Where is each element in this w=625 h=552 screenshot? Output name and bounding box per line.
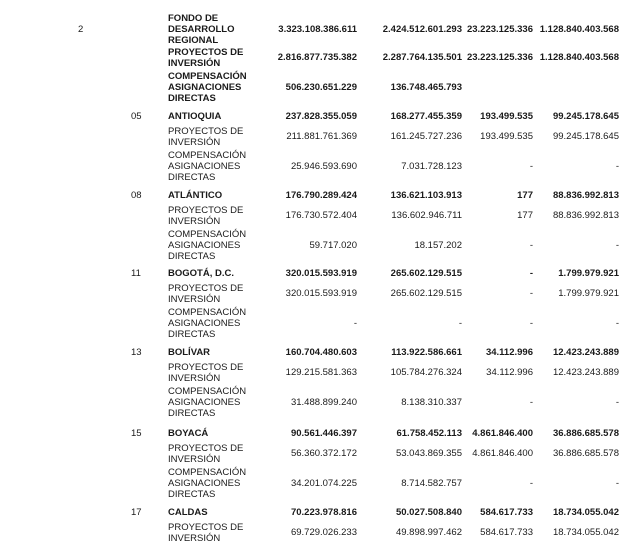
proyectos-label-line: INVERSIÓN	[168, 294, 221, 305]
department-total-col2: 136.621.103.913	[390, 190, 462, 201]
department-total-col4: 12.423.243.889	[552, 347, 619, 358]
compensacion-label-line: ASIGNACIONES	[168, 478, 241, 489]
proyectos-value-col1: 320.015.593.919	[285, 288, 357, 299]
proyectos-value-col2: 49.898.997.462	[395, 527, 462, 538]
compensacion-value-col3: -	[529, 397, 533, 408]
compensacion-label-line: COMPENSACIÓN	[168, 229, 247, 240]
proyectos-value-col4: 1.799.979.921	[558, 288, 619, 299]
section-total-col3: 23.223.125.336	[466, 24, 533, 35]
department-total-col2: 168.277.455.359	[390, 111, 462, 122]
compensacion-value-col3: -	[529, 161, 533, 172]
proyectos-value-col2: 136.602.946.711	[391, 210, 462, 221]
section-total-col1: 3.323.108.386.611	[278, 24, 357, 35]
department-name: BOGOTÁ, D.C.	[168, 268, 234, 279]
department-name: BOLÍVAR	[168, 347, 211, 358]
compensacion-label-line: DIRECTAS	[168, 489, 216, 500]
compensacion-value-col3: -	[529, 478, 533, 489]
section-proyectos-label-line: INVERSIÓN	[168, 58, 221, 69]
proyectos-value-col4: 36.886.685.578	[552, 448, 619, 459]
proyectos-value-col2: 53.043.869.355	[395, 448, 462, 459]
compensacion-value-col1: 59.717.020	[309, 240, 357, 251]
proyectos-value-col4: 99.245.178.645	[552, 131, 619, 142]
compensacion-value-col3: -	[529, 240, 533, 251]
compensacion-label-line: ASIGNACIONES	[168, 240, 241, 251]
department-total-col2: 113.922.586.661	[391, 347, 462, 358]
proyectos-value-col4: 18.734.055.042	[552, 527, 619, 538]
proyectos-value-col2: 265.602.129.515	[390, 288, 462, 299]
department-total-col4: 1.799.979.921	[558, 268, 619, 279]
department-total-col4: 99.245.178.645	[552, 111, 619, 122]
department-total-col1: 90.561.446.397	[290, 428, 357, 439]
section-proyectos-label-line: PROYECTOS DE	[168, 47, 244, 58]
proyectos-value-col3: 177	[517, 210, 533, 221]
proyectos-value-col2: 161.245.727.236	[390, 131, 462, 142]
department-total-col4: 36.886.685.578	[552, 428, 619, 439]
proyectos-label-line: PROYECTOS DE	[168, 205, 244, 216]
department-total-col3: -	[529, 268, 533, 279]
department-name: ANTIOQUIA	[168, 111, 222, 122]
proyectos-label-line: PROYECTOS DE	[168, 443, 244, 454]
department-total-col1: 176.790.289.424	[285, 190, 357, 201]
section-compensacion-label-line: DIRECTAS	[168, 93, 216, 104]
department-code: 17	[131, 507, 142, 518]
section-proyectos-value-col2: 2.287.764.135.501	[382, 52, 462, 63]
department-code: 05	[131, 111, 142, 122]
compensacion-label-line: ASIGNACIONES	[168, 318, 241, 329]
compensacion-value-col2: 7.031.728.123	[401, 161, 462, 172]
department-code: 15	[131, 428, 142, 439]
section-title-line: REGIONAL	[168, 35, 219, 46]
department-code: 08	[131, 190, 142, 201]
section-proyectos-value-col1: 2.816.877.735.382	[277, 52, 357, 63]
compensacion-value-col2: 8.714.582.757	[401, 478, 462, 489]
proyectos-value-col1: 211.881.761.369	[286, 131, 357, 142]
proyectos-label-line: INVERSIÓN	[168, 454, 221, 465]
compensacion-value-col2: -	[458, 318, 462, 329]
department-total-col2: 265.602.129.515	[390, 268, 462, 279]
compensacion-value-col3: -	[529, 318, 533, 329]
department-name: BOYACÁ	[168, 428, 209, 439]
proyectos-value-col1: 129.215.581.363	[285, 367, 357, 378]
department-total-col3: 193.499.535	[480, 111, 533, 122]
compensacion-label-line: COMPENSACIÓN	[168, 467, 247, 478]
department-name: ATLÁNTICO	[168, 190, 223, 201]
proyectos-value-col1: 69.729.026.233	[290, 527, 357, 538]
proyectos-value-col2: 105.784.276.324	[390, 367, 462, 378]
compensacion-value-col4: -	[615, 161, 619, 172]
department-code: 13	[131, 347, 142, 358]
section-title-line: DESARROLLO	[168, 24, 235, 35]
department-total-col3: 4.861.846.400	[472, 428, 533, 439]
compensacion-value-col1: 34.201.074.225	[290, 478, 357, 489]
section-compensacion-label-line: COMPENSACIÓN	[168, 71, 247, 82]
department-total-col3: 34.112.996	[485, 347, 533, 358]
proyectos-value-col3: 584.617.733	[480, 527, 533, 538]
compensacion-value-col1: 25.946.593.690	[290, 161, 357, 172]
section-number: 2	[78, 24, 84, 35]
compensacion-value-col4: -	[615, 318, 619, 329]
department-total-col1: 237.828.355.059	[285, 111, 357, 122]
section-compensacion-value-col1: 506.230.651.229	[285, 82, 357, 93]
proyectos-value-col3: 193.499.535	[480, 131, 533, 142]
department-total-col1: 160.704.480.603	[285, 347, 357, 358]
department-total-col4: 18.734.055.042	[552, 507, 619, 518]
compensacion-label-line: ASIGNACIONES	[168, 161, 241, 172]
section-proyectos-value-col3: 23.223.125.336	[466, 52, 533, 63]
compensacion-value-col1: -	[353, 318, 357, 329]
compensacion-label-line: DIRECTAS	[168, 329, 216, 340]
compensacion-value-col2: 18.157.202	[414, 240, 462, 251]
proyectos-value-col3: -	[529, 288, 533, 299]
proyectos-label-line: INVERSIÓN	[168, 137, 221, 148]
department-total-col1: 320.015.593.919	[285, 268, 357, 279]
department-total-col3: 177	[517, 190, 533, 201]
compensacion-value-col4: -	[615, 478, 619, 489]
section-total-col4: 1.128.840.403.568	[539, 24, 619, 35]
compensacion-label-line: DIRECTAS	[168, 408, 216, 419]
proyectos-label-line: INVERSIÓN	[168, 216, 221, 227]
proyectos-value-col4: 88.836.992.813	[552, 210, 619, 221]
department-total-col3: 584.617.733	[480, 507, 533, 518]
proyectos-label-line: INVERSIÓN	[168, 533, 221, 544]
proyectos-value-col3: 34.112.996	[486, 367, 533, 378]
proyectos-label-line: INVERSIÓN	[168, 373, 221, 384]
section-compensacion-label-line: ASIGNACIONES	[168, 82, 242, 93]
compensacion-label-line: DIRECTAS	[168, 251, 216, 262]
department-code: 11	[131, 268, 141, 279]
compensacion-value-col1: 31.488.899.240	[290, 397, 357, 408]
department-total-col1: 70.223.978.816	[290, 507, 357, 518]
proyectos-value-col4: 12.423.243.889	[552, 367, 619, 378]
section-title-line: FONDO DE	[168, 13, 219, 24]
proyectos-label-line: PROYECTOS DE	[168, 362, 244, 373]
compensacion-value-col2: 8.138.310.337	[401, 397, 462, 408]
department-name: CALDAS	[168, 507, 208, 518]
compensacion-label-line: COMPENSACIÓN	[168, 307, 247, 318]
department-total-col2: 50.027.508.840	[395, 507, 462, 518]
compensacion-label-line: ASIGNACIONES	[168, 397, 241, 408]
compensacion-label-line: DIRECTAS	[168, 172, 216, 183]
proyectos-label-line: PROYECTOS DE	[168, 283, 244, 294]
compensacion-label-line: COMPENSACIÓN	[168, 150, 247, 161]
compensacion-value-col4: -	[615, 240, 619, 251]
section-total-col2: 2.424.512.601.293	[382, 24, 462, 35]
proyectos-label-line: PROYECTOS DE	[168, 126, 244, 137]
proyectos-value-col1: 176.730.572.404	[285, 210, 357, 221]
section-compensacion-value-col2: 136.748.465.793	[390, 82, 462, 93]
proyectos-value-col1: 56.360.372.172	[290, 448, 357, 459]
compensacion-value-col4: -	[615, 397, 619, 408]
section-proyectos-value-col4: 1.128.840.403.568	[539, 52, 619, 63]
proyectos-value-col3: 4.861.846.400	[472, 448, 533, 459]
compensacion-label-line: COMPENSACIÓN	[168, 386, 247, 397]
department-total-col2: 61.758.452.113	[396, 428, 462, 439]
proyectos-label-line: PROYECTOS DE	[168, 522, 244, 533]
department-total-col4: 88.836.992.813	[552, 190, 619, 201]
